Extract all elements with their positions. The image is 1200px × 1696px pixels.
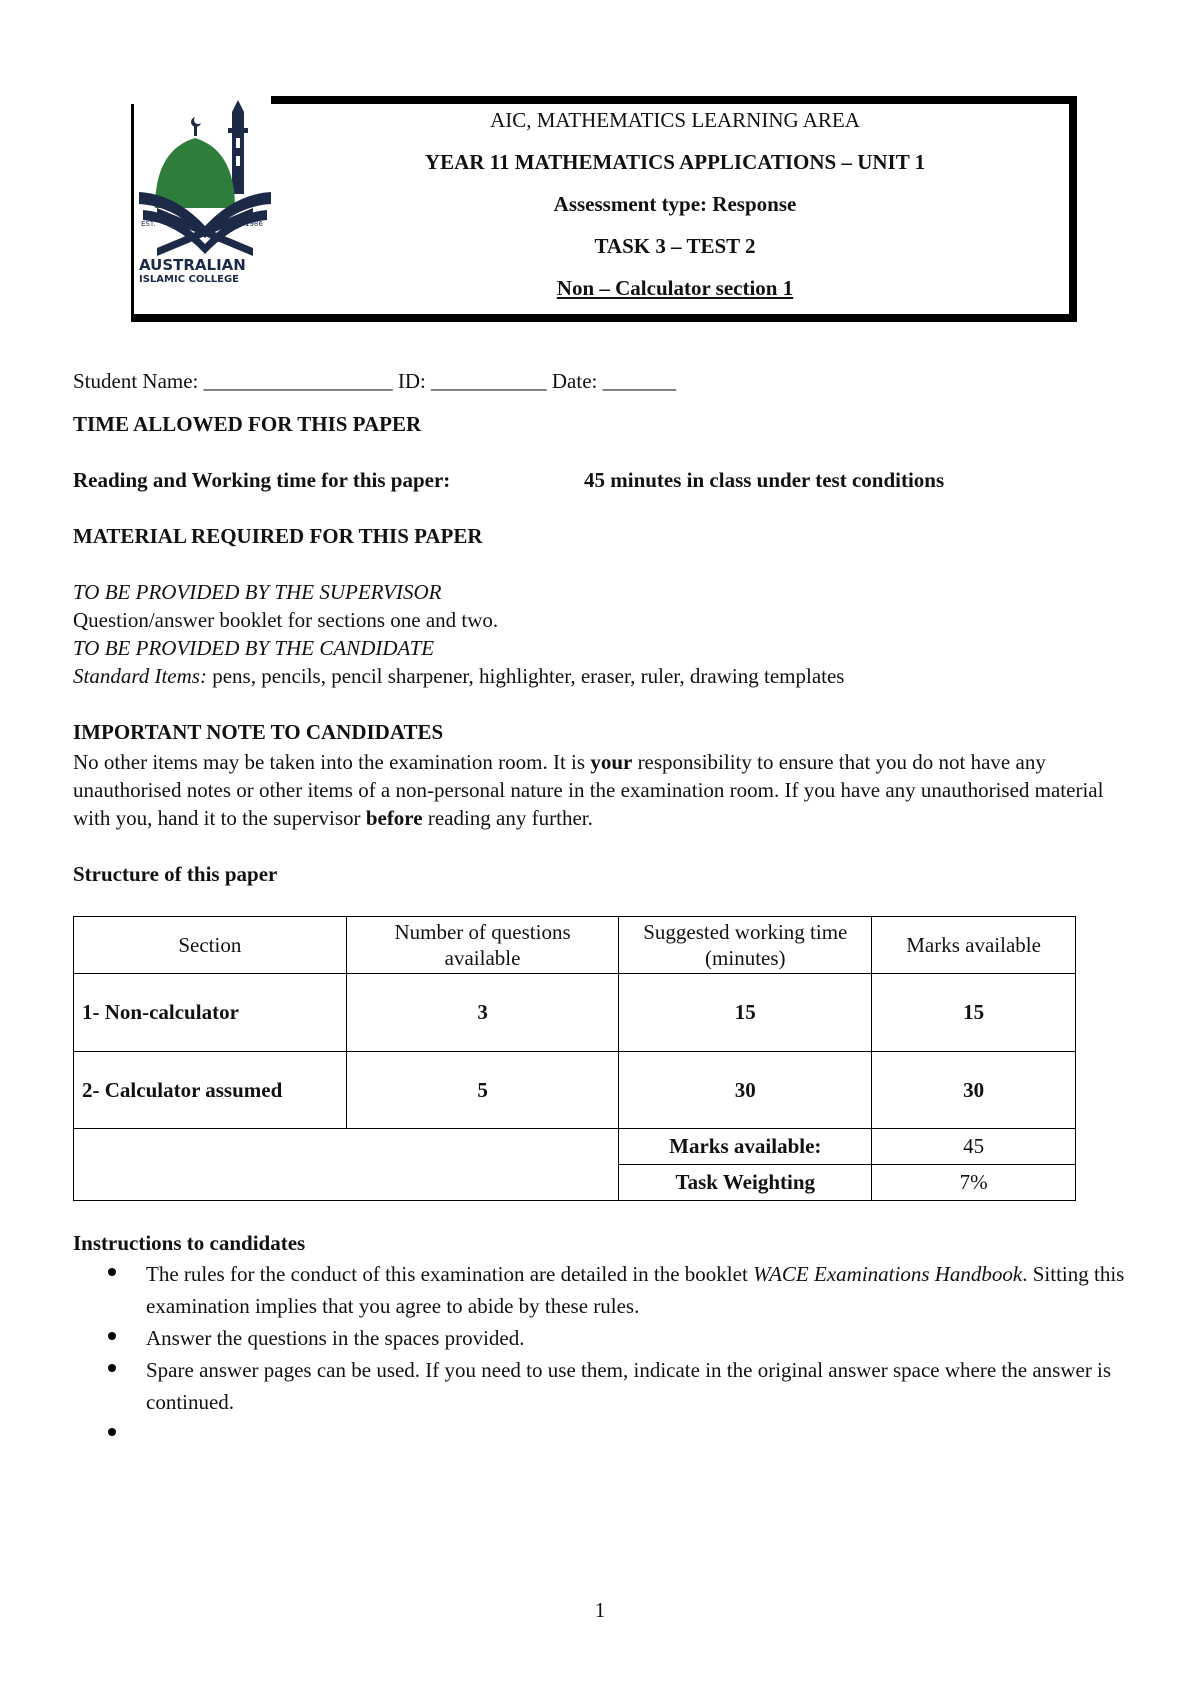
important-text-1: No other items may be taken into the examination room. It is: [73, 750, 591, 774]
logo-dome: [155, 138, 235, 208]
important-heading: IMPORTANT NOTE TO CANDIDATES: [73, 720, 444, 744]
table-header-row: [74, 917, 1076, 974]
material-heading: MATERIAL REQUIRED FOR THIS PAPER: [73, 524, 483, 548]
important-emphasis-before: before: [365, 806, 423, 830]
instruction-text: . Sitting this examination implies that you agree to abide by these rules.: [146, 1262, 1125, 1318]
bullet-icon: [108, 1364, 116, 1372]
header-section: Non – Calculator section 1: [556, 276, 794, 300]
task-weighting-value: 7%: [872, 1165, 1076, 1201]
header-task: TASK 3 – TEST 2: [594, 234, 756, 258]
task-weighting-label: Task Weighting: [619, 1165, 872, 1201]
table-empty-cell: [74, 1129, 619, 1201]
reading-time-label: Reading and Working time for this paper:: [73, 468, 451, 492]
standard-items-text: pens, pencils, pencil sharpener, highlighter, eraser, ruler, drawing templates: [206, 664, 845, 688]
important-text-2: responsibility to ensure that you do not have any unauthorised notes or other items of a non-personal nature in the examination room. If you have any unauthorised material with you, hand it to the supervisor: [73, 750, 1104, 830]
table-cell: 30: [872, 1052, 1076, 1129]
standard-items-label: Standard Items:: [73, 664, 207, 688]
time-heading: TIME ALLOWED FOR THIS PAPER: [73, 412, 422, 436]
logo-year: 1986: [245, 220, 263, 228]
marks-available-value: 45: [872, 1129, 1076, 1165]
bullet-icon: [108, 1332, 116, 1340]
supervisor-item: Question/answer booklet for sections one and two.: [73, 608, 499, 632]
structure-table: [73, 916, 1076, 1201]
page-number: 1: [594, 1598, 606, 1622]
logo-est: EST.: [141, 220, 156, 228]
header-learning-area: AIC, MATHEMATICS LEARNING AREA: [490, 108, 860, 132]
bullet-icon: [108, 1268, 116, 1276]
table-cell: 1- Non-calculator: [74, 974, 347, 1052]
table-cell: 2- Calculator assumed: [74, 1052, 347, 1129]
table-row: [74, 1052, 1076, 1129]
reading-time-value: 45 minutes in class under test conditions: [584, 468, 945, 492]
instruction-item: Spare answer pages can be used. If you need to use them, indicate in the original answer space where the answer is continued.: [146, 1358, 1112, 1414]
bullet-icon: [108, 1428, 116, 1436]
table-row: [74, 974, 1076, 1052]
instruction-item: [146, 1258, 1146, 1322]
table-header-cell: Suggested working time (minutes): [619, 917, 872, 974]
instruction-text: The rules for the conduct of this examination are detailed in the booklet: [146, 1262, 754, 1286]
table-summary-row: [74, 1129, 1076, 1165]
header-assessment-type: Assessment type: Response: [553, 192, 797, 216]
table-cell: 3: [346, 974, 619, 1052]
logo-name-line2: ISLAMIC COLLEGE: [139, 274, 239, 285]
logo-minaret: [232, 112, 244, 194]
table-cell: 30: [619, 1052, 872, 1129]
important-emphasis-your: your: [590, 750, 633, 774]
standard-items-line: [73, 664, 844, 689]
important-paragraph: [73, 748, 1143, 832]
instruction-item: Answer the questions in the spaces provided.: [146, 1326, 525, 1350]
student-details-line: Student Name: __________________ ID: ___________ Date: _______: [73, 369, 677, 393]
supervisor-heading: TO BE PROVIDED BY THE SUPERVISOR: [73, 580, 442, 604]
header-course-title: YEAR 11 MATHEMATICS APPLICATIONS – UNIT 1: [424, 150, 926, 174]
table-cell: 15: [872, 974, 1076, 1052]
structure-heading: Structure of this paper: [73, 862, 278, 886]
table-header-cell: Marks available: [872, 917, 1076, 974]
table-header-cell: Section: [74, 917, 347, 974]
candidate-heading: TO BE PROVIDED BY THE CANDIDATE: [73, 636, 435, 660]
college-logo: [135, 98, 275, 288]
table-cell: 5: [346, 1052, 619, 1129]
instructions-heading: Instructions to candidates: [73, 1231, 306, 1255]
table-header-cell: Number of questions available: [346, 917, 619, 974]
logo-name-line1: AUSTRALIAN: [139, 256, 246, 274]
table-cell: 15: [619, 974, 872, 1052]
handbook-title: WACE Examinations Handbook: [753, 1262, 1023, 1286]
marks-available-label: Marks available:: [619, 1129, 872, 1165]
important-text-3: reading any further.: [422, 806, 593, 830]
